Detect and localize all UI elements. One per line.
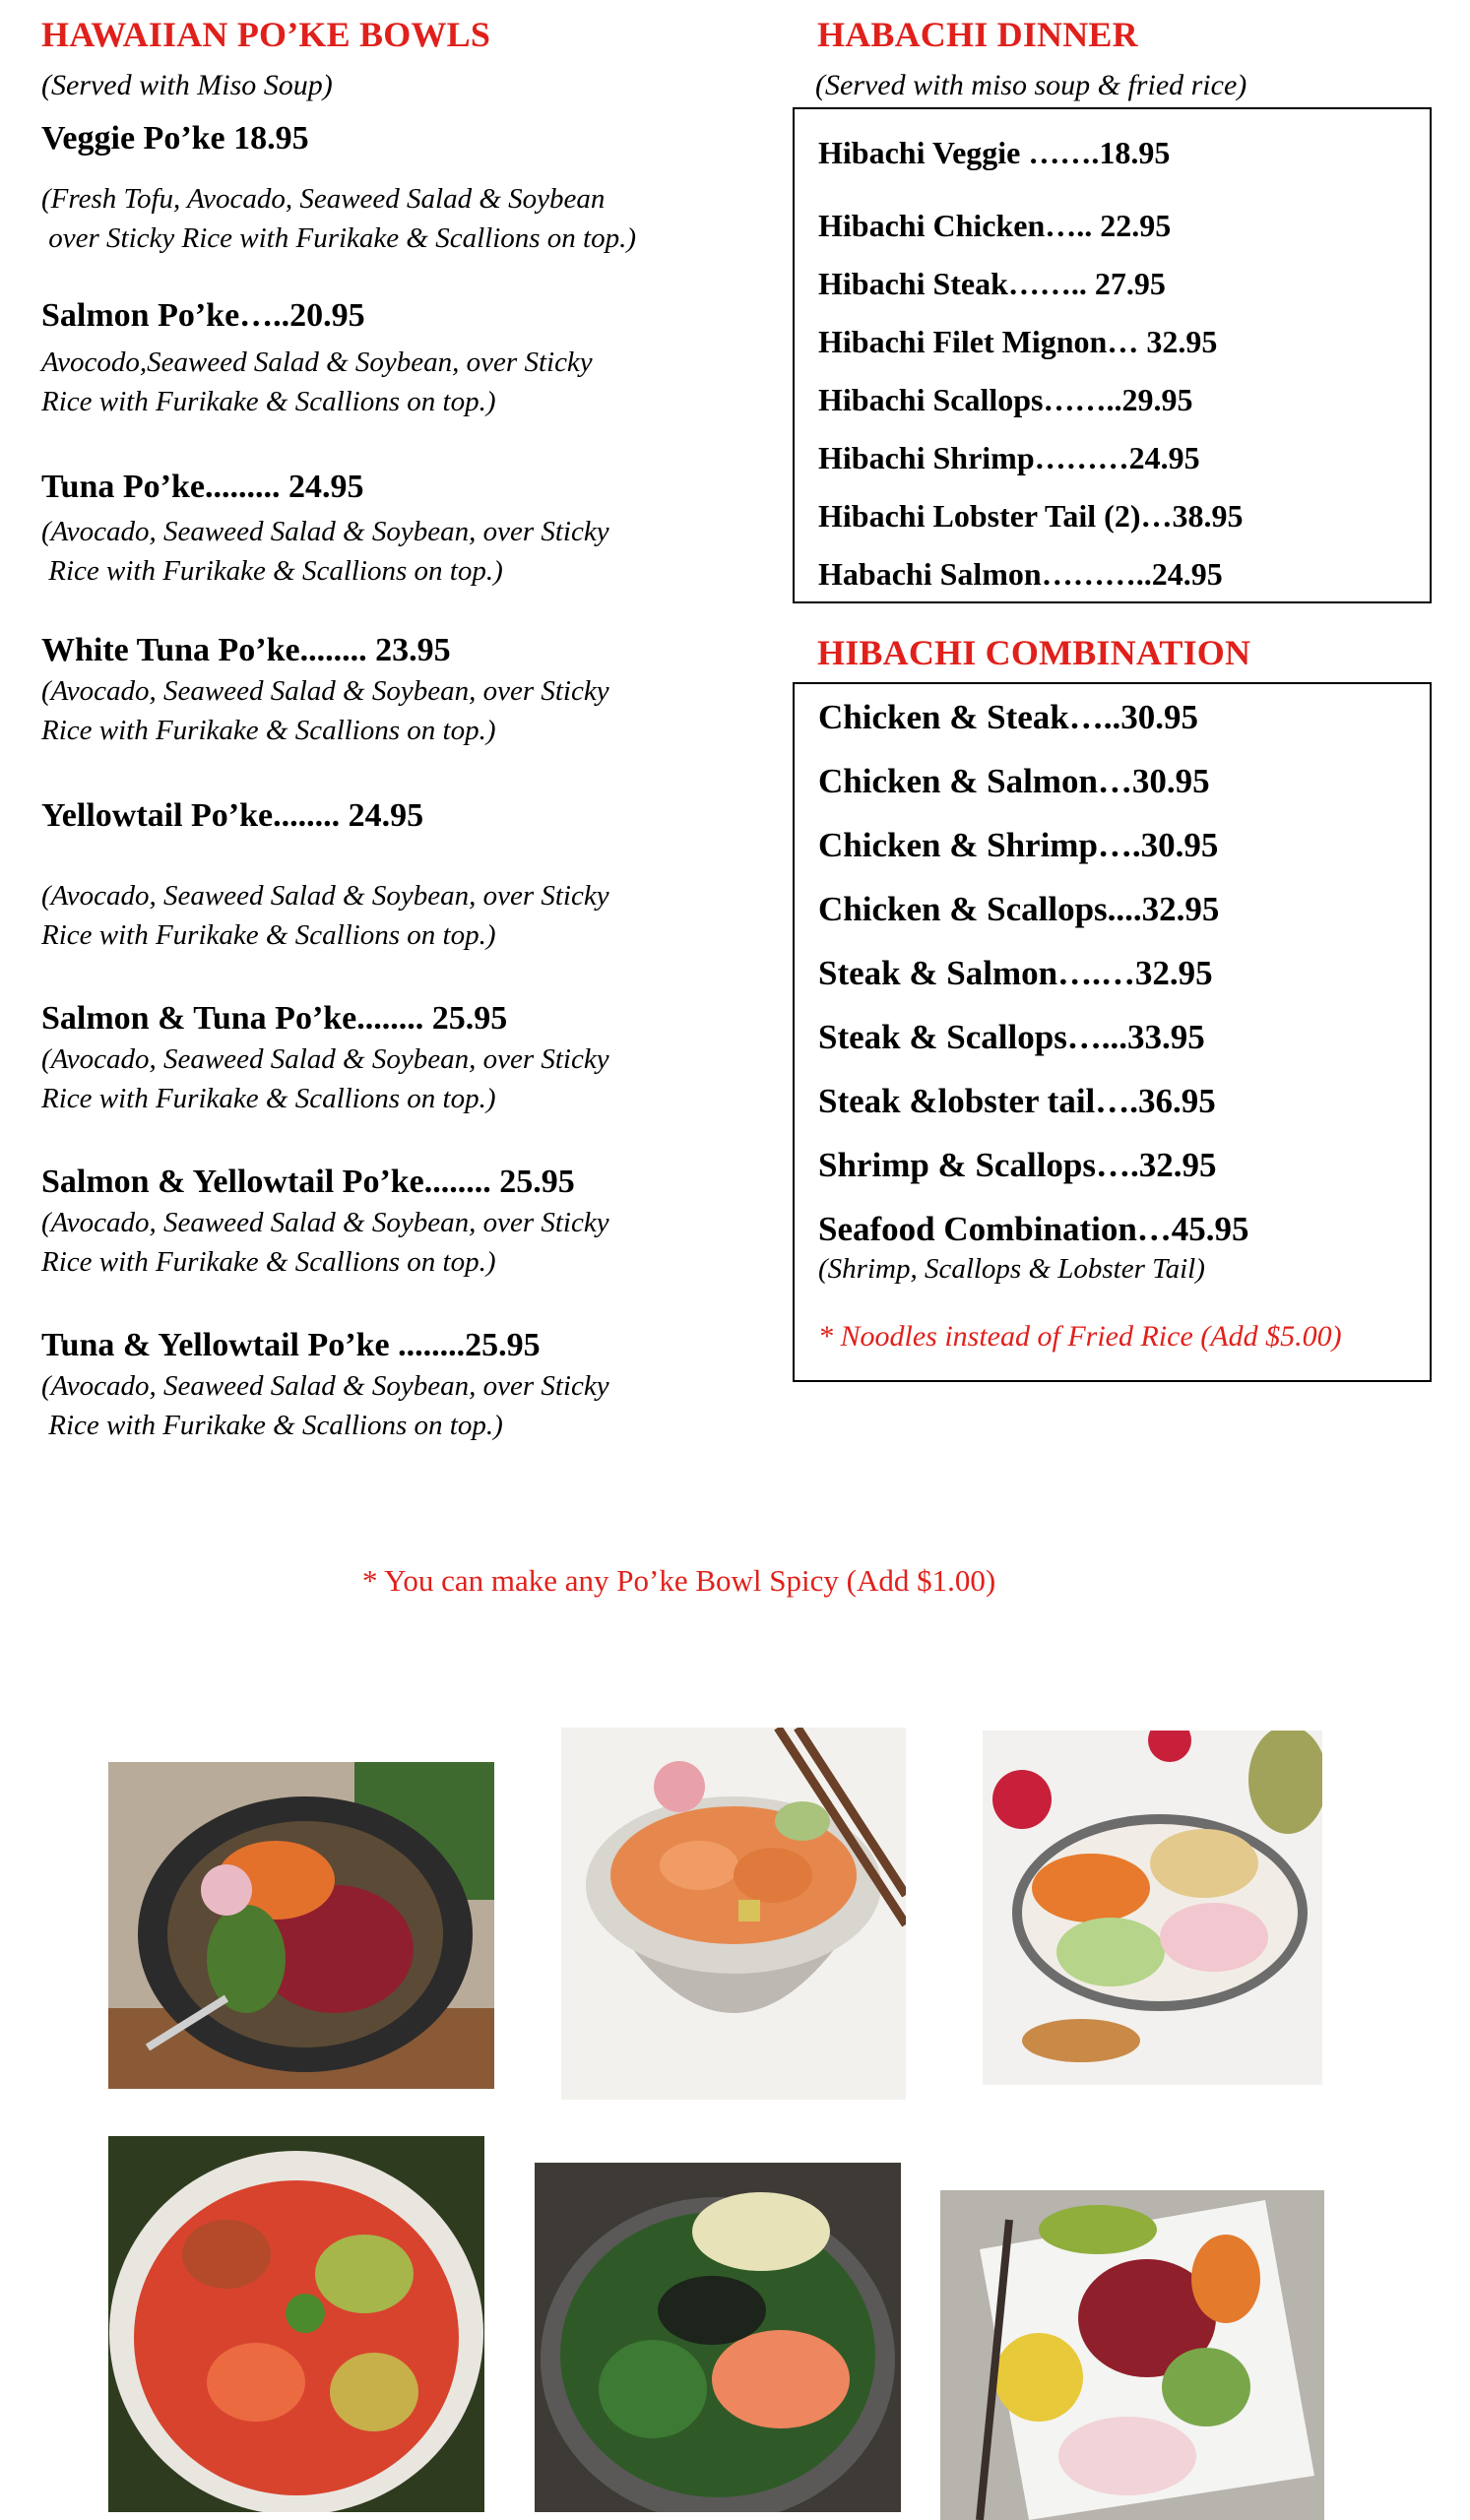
- menu-item-desc: Avocodo,Seaweed Salad & Soybean, over Sticky Rice with Furikake & Scallions on top.): [41, 346, 593, 417]
- menu-item-name: White Tuna Po’ke........ 23.95: [41, 632, 451, 668]
- seafood-combination-desc: (Shrimp, Scallops & Lobster Tail): [818, 1253, 1205, 1285]
- menu-item-name: Tuna Po’ke......... 24.95: [41, 469, 364, 505]
- poke-bowl-photo-seaweed: [535, 2163, 901, 2512]
- menu-item-desc: (Avocado, Seaweed Salad & Soybean, over Sticky Rice with Furikake & Scallions on top.): [41, 1207, 609, 1278]
- hibachi-subtitle: (Served with miso soup & fried rice): [815, 69, 1247, 101]
- hibachi-item: Hibachi Scallops……..29.95: [818, 382, 1193, 417]
- hibachi-item: Hibachi Lobster Tail (2)…38.95: [818, 498, 1244, 534]
- combination-item: Chicken & Salmon…30.95: [818, 762, 1210, 800]
- poke-bowl-photo-avocado-salmon: [108, 2136, 484, 2512]
- hibachi-item: Habachi Salmon………..24.95: [818, 556, 1223, 592]
- menu-item-name: Tuna & Yellowtail Po’ke ........25.95: [41, 1327, 541, 1363]
- poke-section-title: HAWAIIAN PO’KE BOWLS: [41, 15, 491, 54]
- combination-item: Chicken & Scallops....32.95: [818, 890, 1220, 928]
- menu-item-desc: (Avocado, Seaweed Salad & Soybean, over Sticky Rice with Furikake & Scallions on top.): [41, 516, 609, 587]
- menu-item-desc: (Avocado, Seaweed Salad & Soybean, over Sticky Rice with Furikake & Scallions on top.): [41, 675, 609, 746]
- poke-bowl-photo-veggie: [983, 1731, 1322, 2085]
- combination-item: Chicken & Shrimp….30.95: [818, 826, 1219, 864]
- menu-item-name: Salmon & Tuna Po’ke........ 25.95: [41, 1000, 508, 1037]
- hibachi-item: Hibachi Shrimp………24.95: [818, 440, 1200, 475]
- combination-item: Shrimp & Scallops….32.95: [818, 1146, 1217, 1184]
- menu-item-desc: (Avocado, Seaweed Salad & Soybean, over Sticky Rice with Furikake & Scallions on top.): [41, 1043, 609, 1114]
- hibachi-item: Hibachi Steak…….. 27.95: [818, 266, 1166, 301]
- noodle-note: * Noodles instead of Fried Rice (Add $5.00): [818, 1320, 1342, 1353]
- combination-item: Steak & Scallops…...33.95: [818, 1018, 1205, 1056]
- combination-item: Steak & Salmon….…32.95: [818, 954, 1213, 992]
- combination-item: Seafood Combination…45.95: [818, 1210, 1249, 1248]
- menu-item-desc: (Avocado, Seaweed Salad & Soybean, over Sticky Rice with Furikake & Scallions on top.): [41, 1370, 609, 1441]
- poke-bowl-photo-tuna-edamame: [940, 2190, 1324, 2520]
- menu-item-name: Veggie Po’ke 18.95: [41, 120, 309, 157]
- combination-section-title: HIBACHI COMBINATION: [817, 633, 1251, 672]
- menu-item-name: Salmon & Yellowtail Po’ke........ 25.95: [41, 1164, 575, 1200]
- hibachi-item: Hibachi Filet Mignon… 32.95: [818, 324, 1218, 359]
- hibachi-dinner-box: [793, 107, 1432, 603]
- menu-item-name: Yellowtail Po’ke........ 24.95: [41, 797, 424, 834]
- poke-bowl-photo-tuna: [108, 1762, 494, 2089]
- poke-subtitle: (Served with Miso Soup): [41, 69, 333, 101]
- spicy-note: * You can make any Po’ke Bowl Spicy (Add $1.00): [362, 1563, 996, 1598]
- poke-bowl-photo-salmon: [561, 1728, 906, 2100]
- hibachi-item: Hibachi Chicken….. 22.95: [818, 208, 1172, 243]
- combination-box: [793, 682, 1432, 1382]
- hibachi-item: Hibachi Veggie …….18.95: [818, 135, 1171, 170]
- menu-item-desc: (Fresh Tofu, Avocado, Seaweed Salad & Soybean over Sticky Rice with Furikake & Scallions on top.): [41, 183, 637, 254]
- hibachi-section-title: HABACHI DINNER: [817, 15, 1138, 54]
- menu-item-desc: (Avocado, Seaweed Salad & Soybean, over Sticky Rice with Furikake & Scallions on top.): [41, 880, 609, 951]
- menu-item-name: Salmon Po’ke…..20.95: [41, 297, 365, 334]
- combination-item: Chicken & Steak…..30.95: [818, 698, 1198, 736]
- combination-item: Steak &lobster tail….36.95: [818, 1082, 1216, 1120]
